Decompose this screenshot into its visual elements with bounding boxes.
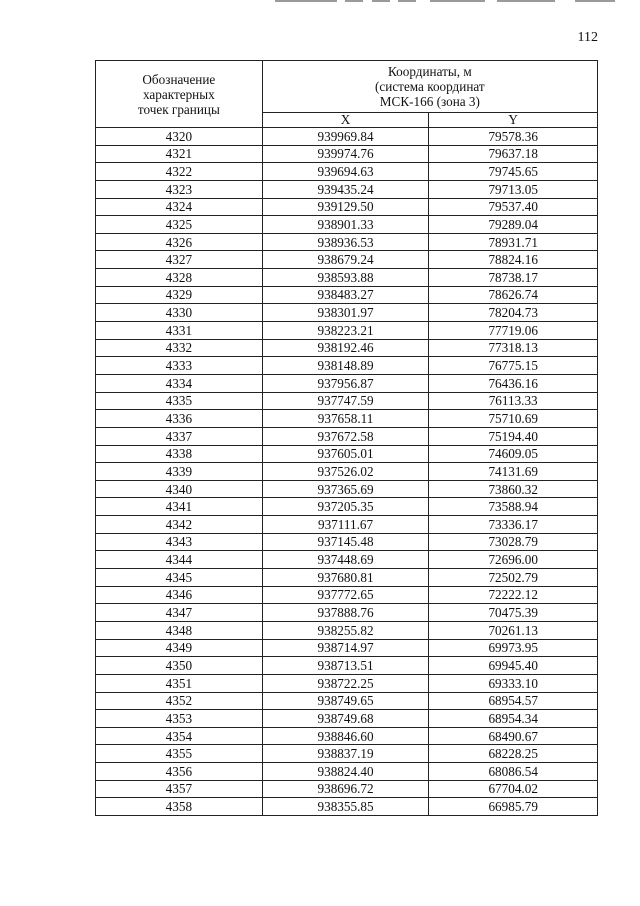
table-row	[96, 410, 598, 428]
y-coordinate-cell: 66985.79	[429, 798, 598, 816]
point-id-cell: 4336	[96, 410, 263, 428]
table-row	[96, 392, 598, 410]
point-id-cell: 4357	[96, 780, 263, 798]
table-row	[96, 463, 598, 481]
table-row	[96, 621, 598, 639]
y-coordinate-cell: 69945.40	[429, 657, 598, 675]
y-coordinate-cell: 69333.10	[429, 674, 598, 692]
table-row	[96, 445, 598, 463]
point-id-cell: 4335	[96, 392, 263, 410]
point-id-cell: 4356	[96, 763, 263, 781]
y-coordinate-cell: 77318.13	[429, 339, 598, 357]
y-coordinate-cell: 73028.79	[429, 533, 598, 551]
header-coordinates: Координаты, м (система координат МСК-166 (зона 3)	[262, 61, 597, 113]
table-row	[96, 339, 598, 357]
y-coordinate-cell: 79578.36	[429, 128, 598, 146]
x-coordinate-cell: 938192.46	[262, 339, 429, 357]
top-rule-4	[398, 0, 416, 2]
table-row	[96, 233, 598, 251]
y-coordinate-cell: 78824.16	[429, 251, 598, 269]
table-row	[96, 480, 598, 498]
header-point-designation: Обозначение характерных точек границы	[96, 61, 263, 128]
table-row	[96, 374, 598, 392]
point-id-cell: 4337	[96, 427, 263, 445]
table-row	[96, 128, 598, 146]
point-id-cell: 4358	[96, 798, 263, 816]
point-id-cell: 4333	[96, 357, 263, 375]
y-coordinate-cell: 68228.25	[429, 745, 598, 763]
y-coordinate-cell: 79745.65	[429, 163, 598, 181]
table-body	[96, 128, 598, 816]
point-id-cell: 4338	[96, 445, 263, 463]
y-coordinate-cell: 70261.13	[429, 621, 598, 639]
header-y: Y	[429, 113, 598, 128]
x-coordinate-cell: 939974.76	[262, 145, 429, 163]
table-row	[96, 569, 598, 587]
x-coordinate-cell: 938148.89	[262, 357, 429, 375]
table-row	[96, 180, 598, 198]
point-id-cell: 4322	[96, 163, 263, 181]
x-coordinate-cell: 937747.59	[262, 392, 429, 410]
point-id-cell: 4346	[96, 586, 263, 604]
top-rule-7	[575, 0, 615, 2]
table-row	[96, 304, 598, 322]
table-row	[96, 145, 598, 163]
point-id-cell: 4345	[96, 569, 263, 587]
y-coordinate-cell: 79637.18	[429, 145, 598, 163]
x-coordinate-cell: 937956.87	[262, 374, 429, 392]
header-x: X	[262, 113, 429, 128]
x-coordinate-cell: 937111.67	[262, 516, 429, 534]
y-coordinate-cell: 78204.73	[429, 304, 598, 322]
x-coordinate-cell: 939969.84	[262, 128, 429, 146]
point-id-cell: 4351	[96, 674, 263, 692]
y-coordinate-cell: 76775.15	[429, 357, 598, 375]
table-row	[96, 551, 598, 569]
y-coordinate-cell: 67704.02	[429, 780, 598, 798]
x-coordinate-cell: 938255.82	[262, 621, 429, 639]
top-rule-1	[275, 0, 337, 2]
x-coordinate-cell: 938714.97	[262, 639, 429, 657]
x-coordinate-cell: 937526.02	[262, 463, 429, 481]
x-coordinate-cell: 938713.51	[262, 657, 429, 675]
x-coordinate-cell: 938483.27	[262, 286, 429, 304]
x-coordinate-cell: 937448.69	[262, 551, 429, 569]
table-row	[96, 533, 598, 551]
table-row	[96, 269, 598, 287]
point-id-cell: 4353	[96, 710, 263, 728]
table-row	[96, 710, 598, 728]
point-id-cell: 4354	[96, 727, 263, 745]
table-row	[96, 692, 598, 710]
point-id-cell: 4339	[96, 463, 263, 481]
table-row	[96, 163, 598, 181]
table-row	[96, 780, 598, 798]
point-id-cell: 4350	[96, 657, 263, 675]
top-rule-2	[345, 0, 363, 2]
point-id-cell: 4323	[96, 180, 263, 198]
point-id-cell: 4320	[96, 128, 263, 146]
point-id-cell: 4340	[96, 480, 263, 498]
y-coordinate-cell: 69973.95	[429, 639, 598, 657]
table-row	[96, 516, 598, 534]
y-coordinate-cell: 72696.00	[429, 551, 598, 569]
point-id-cell: 4329	[96, 286, 263, 304]
table-row	[96, 674, 598, 692]
point-id-cell: 4321	[96, 145, 263, 163]
x-coordinate-cell: 938846.60	[262, 727, 429, 745]
top-rule-5	[430, 0, 485, 2]
page-number: 112	[577, 30, 598, 45]
y-coordinate-cell: 76436.16	[429, 374, 598, 392]
point-id-cell: 4325	[96, 216, 263, 234]
top-rule-3	[372, 0, 390, 2]
y-coordinate-cell: 79713.05	[429, 180, 598, 198]
x-coordinate-cell: 937605.01	[262, 445, 429, 463]
x-coordinate-cell: 938679.24	[262, 251, 429, 269]
point-id-cell: 4334	[96, 374, 263, 392]
point-id-cell: 4347	[96, 604, 263, 622]
table-row	[96, 604, 598, 622]
coordinates-table	[95, 60, 598, 816]
x-coordinate-cell: 938722.25	[262, 674, 429, 692]
point-id-cell: 4341	[96, 498, 263, 516]
table-row	[96, 322, 598, 340]
x-coordinate-cell: 938223.21	[262, 322, 429, 340]
x-coordinate-cell: 938696.72	[262, 780, 429, 798]
y-coordinate-cell: 78626.74	[429, 286, 598, 304]
x-coordinate-cell: 937772.65	[262, 586, 429, 604]
table-row	[96, 745, 598, 763]
y-coordinate-cell: 68954.34	[429, 710, 598, 728]
table-row	[96, 639, 598, 657]
y-coordinate-cell: 75710.69	[429, 410, 598, 428]
y-coordinate-cell: 79289.04	[429, 216, 598, 234]
x-coordinate-cell: 937658.11	[262, 410, 429, 428]
x-coordinate-cell: 938593.88	[262, 269, 429, 287]
x-coordinate-cell: 938749.68	[262, 710, 429, 728]
x-coordinate-cell: 938901.33	[262, 216, 429, 234]
y-coordinate-cell: 73588.94	[429, 498, 598, 516]
x-coordinate-cell: 938355.85	[262, 798, 429, 816]
table-row	[96, 286, 598, 304]
y-coordinate-cell: 77719.06	[429, 322, 598, 340]
table-row	[96, 216, 598, 234]
y-coordinate-cell: 68954.57	[429, 692, 598, 710]
x-coordinate-cell: 939694.63	[262, 163, 429, 181]
x-coordinate-cell: 938936.53	[262, 233, 429, 251]
table-row	[96, 798, 598, 816]
x-coordinate-cell: 938749.65	[262, 692, 429, 710]
point-id-cell: 4352	[96, 692, 263, 710]
table-row	[96, 427, 598, 445]
point-id-cell: 4327	[96, 251, 263, 269]
table-row	[96, 586, 598, 604]
table-row	[96, 498, 598, 516]
y-coordinate-cell: 78738.17	[429, 269, 598, 287]
x-coordinate-cell: 937888.76	[262, 604, 429, 622]
y-coordinate-cell: 73336.17	[429, 516, 598, 534]
table-row	[96, 727, 598, 745]
table-row	[96, 357, 598, 375]
top-rule-6	[497, 0, 555, 2]
y-coordinate-cell: 74609.05	[429, 445, 598, 463]
y-coordinate-cell: 72502.79	[429, 569, 598, 587]
y-coordinate-cell: 70475.39	[429, 604, 598, 622]
point-id-cell: 4348	[96, 621, 263, 639]
point-id-cell: 4344	[96, 551, 263, 569]
x-coordinate-cell: 939129.50	[262, 198, 429, 216]
y-coordinate-cell: 72222.12	[429, 586, 598, 604]
x-coordinate-cell: 937145.48	[262, 533, 429, 551]
point-id-cell: 4328	[96, 269, 263, 287]
point-id-cell: 4332	[96, 339, 263, 357]
x-coordinate-cell: 937672.58	[262, 427, 429, 445]
point-id-cell: 4349	[96, 639, 263, 657]
table-row	[96, 198, 598, 216]
y-coordinate-cell: 79537.40	[429, 198, 598, 216]
table-row	[96, 763, 598, 781]
point-id-cell: 4331	[96, 322, 263, 340]
point-id-cell: 4342	[96, 516, 263, 534]
x-coordinate-cell: 937365.69	[262, 480, 429, 498]
table-row	[96, 657, 598, 675]
x-coordinate-cell: 937680.81	[262, 569, 429, 587]
y-coordinate-cell: 78931.71	[429, 233, 598, 251]
y-coordinate-cell: 75194.40	[429, 427, 598, 445]
point-id-cell: 4324	[96, 198, 263, 216]
point-id-cell: 4330	[96, 304, 263, 322]
x-coordinate-cell: 938824.40	[262, 763, 429, 781]
point-id-cell: 4326	[96, 233, 263, 251]
y-coordinate-cell: 73860.32	[429, 480, 598, 498]
y-coordinate-cell: 68490.67	[429, 727, 598, 745]
point-id-cell: 4355	[96, 745, 263, 763]
point-id-cell: 4343	[96, 533, 263, 551]
x-coordinate-cell: 938301.97	[262, 304, 429, 322]
y-coordinate-cell: 74131.69	[429, 463, 598, 481]
x-coordinate-cell: 938837.19	[262, 745, 429, 763]
x-coordinate-cell: 937205.35	[262, 498, 429, 516]
y-coordinate-cell: 76113.33	[429, 392, 598, 410]
table-row	[96, 251, 598, 269]
y-coordinate-cell: 68086.54	[429, 763, 598, 781]
x-coordinate-cell: 939435.24	[262, 180, 429, 198]
